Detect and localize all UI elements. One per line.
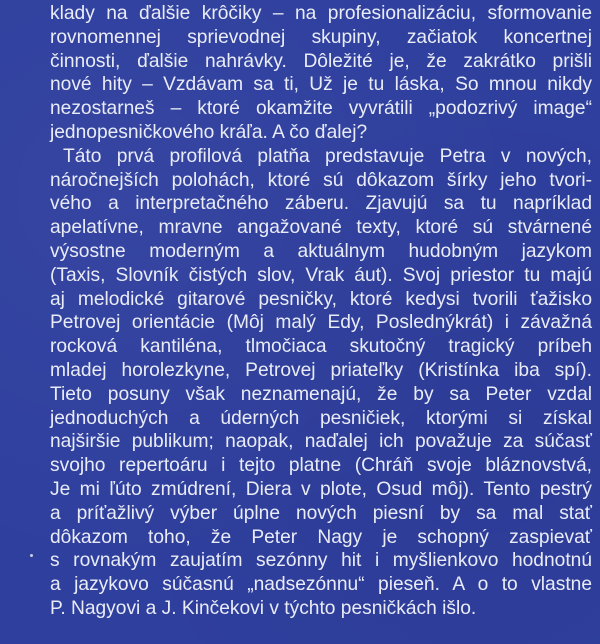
text-line: s rovnakým zaujatím sezónny hit i myšlienkovo hodnotnú [50, 550, 592, 572]
text-line: vého a interpretačného záberu. Zjavujú sa tu napríklad [50, 193, 592, 215]
text-line: (Taxis, Slovník čistých slov, Vrak áut). Svoj priestor tu majú [50, 264, 592, 286]
text-line: Táto prvá profilová platňa predstavuje Petra v nových, [63, 145, 592, 167]
text-line: nové hity – Vzdávam sa ti, Už je tu láska, So mnou nikdy [50, 74, 592, 96]
print-speck [30, 554, 33, 557]
text-line: jednoduchých a úderných pesničiek, ktorými si získal [50, 407, 592, 429]
text-line: P. Nagyovi a J. Kinčekovi v týchto pesničkách išlo. [50, 597, 477, 619]
text-line: rovnomennej sprievodnej skupiny, začiatok koncertnej [50, 26, 592, 48]
text-line: nezostarneš – ktoré okamžite vyvrátili „podozrivý image“ [50, 98, 592, 120]
paragraph-2 [50, 145, 592, 621]
text-line: Petrovej orientácie (Môj malý Edy, Poslednýkrát) i závažná [50, 312, 592, 334]
paragraph-1 [50, 2, 592, 145]
text-line: rocková kantiléna, tlmočiaca skutočný tragický príbeh [50, 336, 592, 358]
text-line: a jazykovo súčasnú „nadsezónnu“ pieseň. A o to vlastne [50, 574, 592, 596]
text-line: náročnejších polohách, ktoré sú dôkazom šírky jeho tvori- [50, 169, 592, 191]
text-line: Tieto posuny však neznamenajú, že by sa Peter vzdal [50, 383, 592, 405]
text-line: mladej horolezkyne, Petrovej priateľky (Kristínka iba spí). [50, 359, 592, 381]
text-line: apelatívne, mravne angažované texty, ktoré sú stvárnené [50, 217, 592, 239]
text-line: činnosti, ďalšie nahrávky. Dôležité je, že zakrátko prišli [50, 50, 592, 72]
text-line: Je mi ľúto zmúdrení, Diera v plote, Osud môj). Tento pestrý [50, 478, 592, 500]
text-line: aj melodické gitarové pesničky, ktoré kedysi tvorili ťažisko [50, 288, 592, 310]
text-line: najširšie publikum; naopak, naďalej ich považuje za súčasť [50, 431, 592, 453]
text-line: dôkazom toho, že Peter Nagy je schopný zaspievať [50, 526, 592, 548]
text-line: svojho repertoáru i tejto platne (Chráň svoje bláznovstvá, [50, 455, 592, 477]
liner-notes-text [50, 2, 592, 621]
text-line: výsostne moderným a aktuálnym hudobným jazykom [50, 240, 592, 262]
text-line: jednopesničkového kráľa. A čo ďalej? [50, 121, 368, 143]
text-line: a príťažlivý výber úplne nových piesní by sa mal stať [50, 502, 592, 524]
text-line: klady na ďalšie krôčiky – na profesionalizáciu, sformovanie [50, 3, 592, 24]
